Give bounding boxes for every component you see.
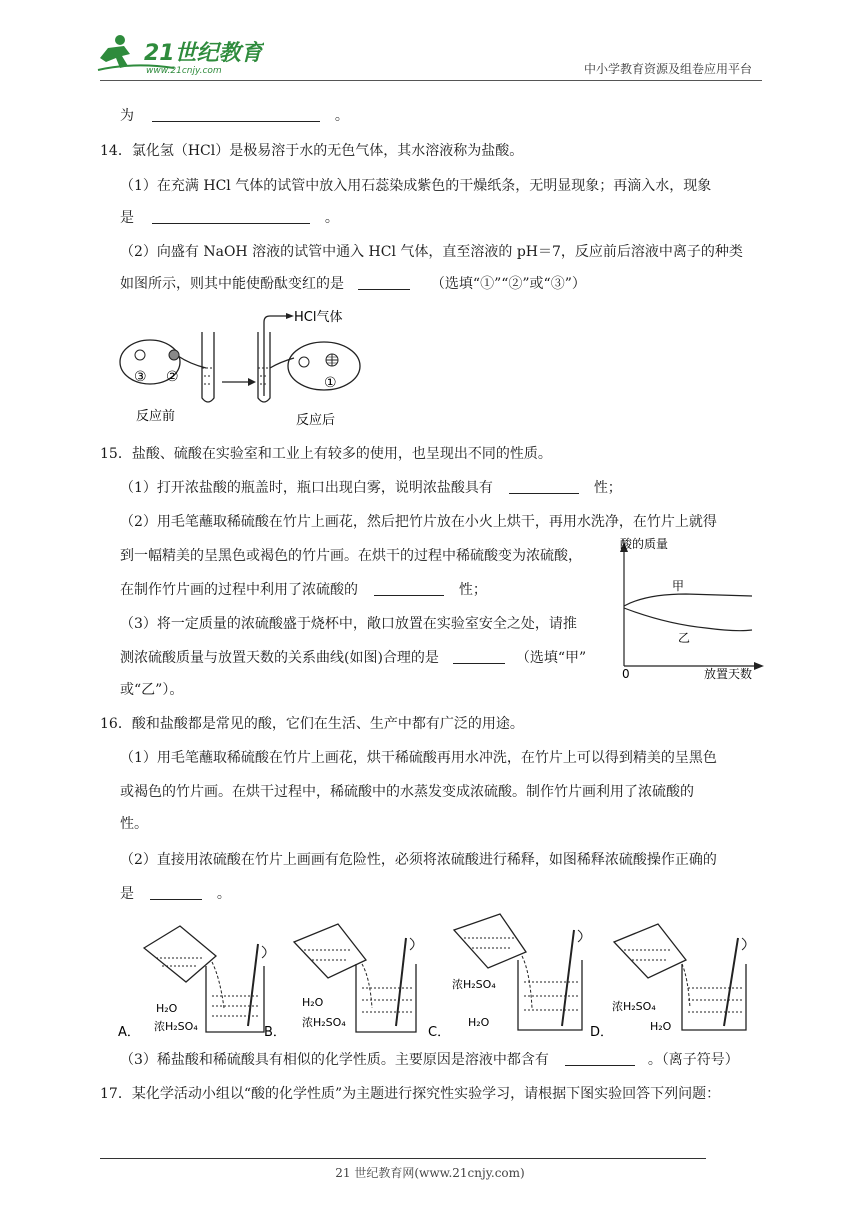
q15-p2-prefix: 在制作竹片画的过程中利用了浓硫酸的 [120, 582, 358, 598]
beaker-b [356, 964, 416, 1032]
ion-label-3: ③ [134, 369, 147, 385]
q16-p2-suffix: 。 [216, 886, 231, 902]
q14-p1-prefix: 是 [120, 210, 134, 226]
q15-p1-line [120, 478, 622, 498]
glass-rod-a [248, 944, 258, 1026]
q15-p3-line2 [120, 648, 586, 668]
q14-p1-line1: （1）在充满 HCl 气体的试管中放入用石蕊染成紫色的干燥纸条，无明显现象；再滴入水，现象 [120, 178, 712, 194]
q14-ion-figure [118, 306, 378, 428]
acid-label-a: 浓H₂SO₄ [154, 1020, 198, 1033]
ion-label-2: ② [166, 369, 179, 385]
q16-p2-blank[interactable] [150, 885, 202, 900]
q15-p1-prefix: （1）打开浓盐酸的瓶盖时，瓶口出现白雾，说明浓盐酸具有 [120, 480, 493, 496]
curve-yi [624, 608, 752, 631]
water-label-b: H₂O [302, 996, 324, 1009]
ion-gray-icon [169, 350, 179, 360]
option-a-label: A． [118, 1025, 140, 1040]
q14-p1-suffix: 。 [324, 210, 339, 226]
q16-p1-line2: 或褐色的竹片画。在烘干过程中，稀硫酸中的水蒸发变成浓硫酸。制作竹片画利用了浓硫酸的 [120, 784, 694, 800]
q15-p2-line1: （2）用毛笔蘸取稀硫酸在竹片上画花，然后把竹片放在小火上烘干，再用水洗净，在竹片上就得 [120, 514, 717, 530]
q15-p2-line2: 到一幅精美的呈黑色或褐色的竹片画。在烘干的过程中稀硫酸变为浓硫酸， [120, 548, 582, 564]
stir-arrow-icon [578, 930, 582, 942]
beaker-a [206, 966, 264, 1032]
acid-label-d: 浓H₂SO₄ [612, 1000, 656, 1013]
gas-label: HCl气体 [294, 310, 343, 325]
option-b [264, 924, 416, 1040]
q15-p3-suffix: （选填“甲” [515, 650, 587, 666]
q15-p3-blank[interactable] [453, 649, 505, 664]
ion-hollow-icon [135, 350, 145, 360]
q16-p2-line2 [120, 884, 231, 904]
q15-p2-blank[interactable] [374, 581, 444, 596]
footer-divider [100, 1158, 706, 1159]
glass-rod-b [396, 938, 406, 1026]
beaker-d [682, 964, 746, 1030]
water-label-a: H₂O [156, 1002, 178, 1015]
q14-p2-blank[interactable] [358, 275, 410, 290]
logo-url: www.21cnjy.com [146, 66, 222, 76]
q14-p2-line1: （2）向盛有 NaOH 溶液的试管中通入 HCl 气体，直至溶液的 pH＝7，反应前后溶液中离子的种类 [120, 244, 743, 260]
stir-arrow-icon [410, 938, 414, 950]
glass-rod-c [562, 930, 574, 1026]
beaker-pour-a [144, 926, 216, 982]
platform-name: 中小学教育资源及组卷应用平台 [583, 62, 752, 76]
site-logo [94, 32, 264, 76]
q15-p1-blank[interactable] [509, 479, 579, 494]
q16-p2-prefix: 是 [120, 886, 134, 902]
water-label-c: H₂O [468, 1016, 490, 1029]
beaker-pour-b [294, 924, 366, 978]
option-b-label: B． [264, 1025, 286, 1040]
q16-p3-prefix: （3）稀盐酸和稀硫酸具有相似的化学性质。主要原因是溶液中都含有 [120, 1052, 549, 1068]
q17-stem: 17．某化学活动小组以“酸的化学性质”为主题进行探究性实验学习，请根据下图实验回答下列问题： [100, 1086, 721, 1102]
q16-p1-line1: （1）用毛笔蘸取稀硫酸在竹片上画花，烘干稀硫酸再用水冲洗，在竹片上可以得到精美的呈黑色 [120, 750, 717, 766]
q15-p2-suffix: 性； [458, 582, 487, 598]
option-a [118, 926, 266, 1040]
glass-rod-d [724, 938, 738, 1026]
x-axis-label: 放置天数 [704, 667, 753, 681]
q14-stem: 14．氯化氢（HCl）是极易溶于水的无色气体，其水溶液称为盐酸。 [100, 143, 524, 159]
q14-p2-line2 [120, 274, 586, 294]
stir-arrow-icon [742, 938, 746, 950]
beaker-pour-d [614, 924, 686, 978]
beaker-pour-c [454, 914, 526, 968]
gas-pipe [264, 316, 288, 396]
ion-label-1: ① [324, 375, 337, 391]
footer-text: 21 世纪教育网(www.21cnjy.com) [335, 1166, 525, 1180]
curve-jia [624, 594, 752, 606]
q15-p3-line3: 或“乙”）。 [120, 682, 184, 698]
option-d-label: D． [590, 1025, 614, 1040]
q15-p2-line3 [120, 580, 487, 600]
q16-p3-blank[interactable] [565, 1051, 635, 1066]
header-divider [100, 80, 762, 81]
dilution-options-figure [116, 908, 766, 1044]
q16-p3-line [120, 1050, 739, 1070]
q14-p2-suffix: （选填“①”“②”或“③”） [430, 276, 586, 292]
q13-suffix: 。 [334, 108, 349, 124]
origin-label: 0 [622, 667, 630, 681]
q13-blank[interactable] [152, 107, 320, 122]
q13-answer-line [120, 106, 349, 126]
option-c [428, 914, 582, 1040]
water-label-d: H₂O [650, 1020, 672, 1033]
curve-jia-label: 甲 [672, 579, 685, 593]
before-label: 反应前 [136, 409, 176, 424]
q14-p1-blank[interactable] [152, 209, 310, 224]
q13-prefix: 为 [120, 108, 134, 124]
q15-stem: 15．盐酸、硫酸在实验室和工业上有较多的使用，也呈现出不同的性质。 [100, 446, 552, 462]
q15-p1-suffix: 性； [593, 480, 622, 496]
y-axis-label: 酸的质量 [620, 537, 669, 551]
q15-p3-prefix: 测浓硫酸质量与放置天数的关系曲线(如图)合理的是 [120, 650, 439, 666]
q15-p3-line1: （3）将一定质量的浓硫酸盛于烧杯中，敞口放置在实验室安全之处，请推 [120, 616, 577, 632]
stir-arrow-icon [262, 946, 266, 958]
beaker-c [518, 960, 582, 1030]
curve-yi-label: 乙 [678, 631, 691, 645]
after-label: 反应后 [296, 413, 336, 428]
logo-text: 21世纪教育 [144, 41, 263, 66]
ion-hollow-icon-after [299, 357, 309, 367]
q14-p2-prefix: 如图所示，则其中能使酚酞变红的是 [120, 276, 344, 292]
q16-p1-line3: 性。 [120, 816, 148, 832]
q16-stem: 16．酸和盐酸都是常见的酸，它们在生活、生产中都有广泛的用途。 [100, 716, 524, 732]
option-c-label: C． [428, 1025, 451, 1040]
q14-p1-line2 [120, 208, 339, 228]
q16-p3-suffix: 。（离子符号） [647, 1052, 739, 1068]
acid-mass-chart [606, 528, 766, 684]
acid-label-c: 浓H₂SO₄ [452, 978, 496, 991]
q16-p2-line1: （2）直接用浓硫酸在竹片上画画有危险性，必须将浓硫酸进行稀释，如图稀释浓硫酸操作正确的 [120, 852, 717, 868]
acid-label-b: 浓H₂SO₄ [302, 1016, 346, 1029]
option-d [590, 924, 746, 1040]
